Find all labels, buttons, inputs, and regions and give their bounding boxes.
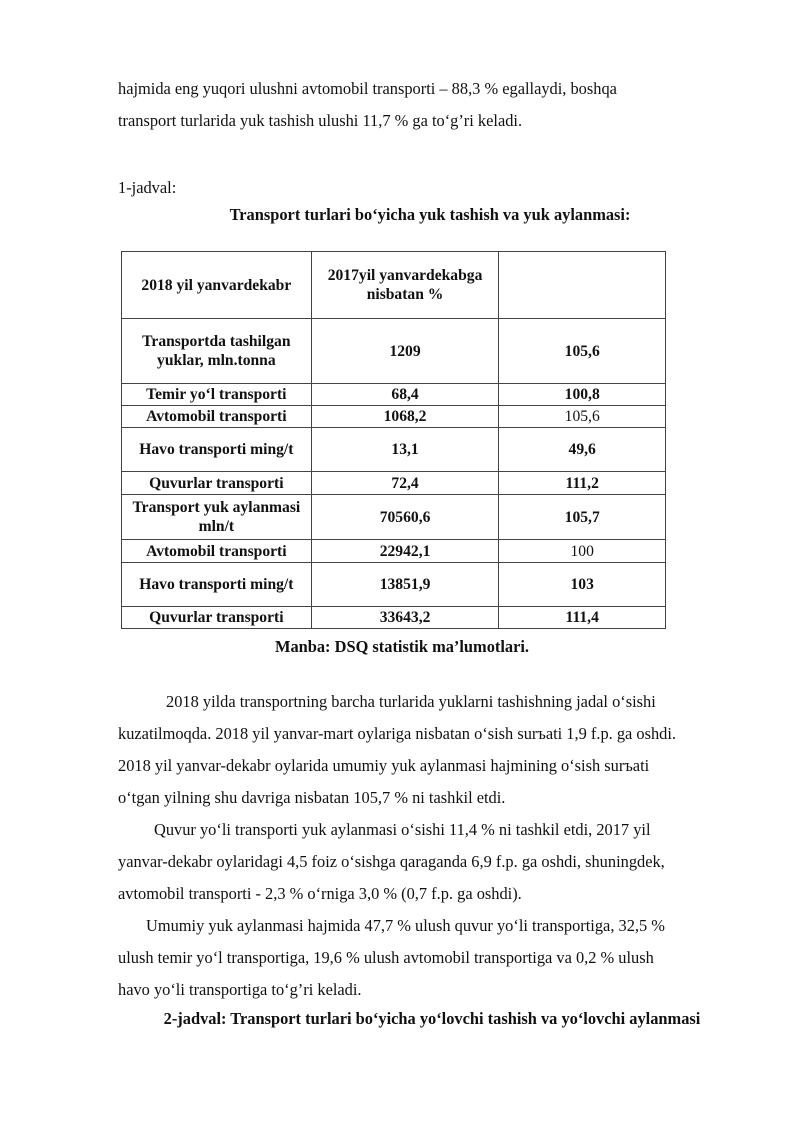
header-cell: 2018 yil yanvardekabr: [122, 252, 312, 319]
table1-title: Transport turlari bo‘yicha yuk tashish va yuk aylanmasi:: [229, 205, 631, 224]
para2-line-2: yanvar-dekabr oylaridagi 4,5 foiz o‘sishga qaraganda 6,9 f.p. ga oshdi, shuningdek,: [118, 852, 665, 871]
row-name: Quvurlar transporti: [122, 472, 312, 495]
para3-line-2: ulush temir yo‘l transportiga, 19,6 % ulush avtomobil transportiga va 0,2 % ulush: [118, 948, 654, 967]
row-percent: 111,2: [499, 472, 666, 495]
row-value: 13,1: [311, 428, 499, 472]
row-value: 13851,9: [311, 563, 499, 607]
para1-line-1: 2018 yilda transportning barcha turlarida yuklarni tashishning jadal o‘sishi: [166, 692, 656, 711]
intro-line-1: hajmida eng yuqori ulushni avtomobil transporti – 88,3 % egallaydi, boshqa: [118, 79, 617, 98]
table-row: [122, 319, 666, 384]
row-name: Avtomobil transporti: [122, 540, 312, 563]
table-row: [122, 495, 666, 540]
table-row: [122, 563, 666, 607]
row-value: 1209: [311, 319, 499, 384]
row-percent: 111,4: [499, 607, 666, 629]
row-name: Havo transporti ming/t: [122, 428, 312, 472]
row-value: 68,4: [311, 384, 499, 406]
row-percent: 100: [499, 540, 666, 563]
row-percent: 105,6: [499, 406, 666, 428]
row-percent: 105,6: [499, 319, 666, 384]
para3-line-1: Umumiy yuk aylanmasi hajmida 47,7 % ulush quvur yo‘li transportiga, 32,5 %: [146, 916, 665, 935]
row-value: 70560,6: [311, 495, 499, 540]
row-name: Avtomobil transporti: [122, 406, 312, 428]
row-percent: 103: [499, 563, 666, 607]
table-header-row: [122, 252, 666, 319]
para1-line-4: o‘tgan yilning shu davriga nisbatan 105,7 % ni tashkil etdi.: [118, 788, 506, 807]
row-name: Transportda tashilgan yuklar, mln.tonna: [122, 319, 312, 384]
table-row: [122, 428, 666, 472]
table-row: [122, 384, 666, 406]
table1-source: Manba: DSQ statistik ma’lumotlari.: [274, 637, 530, 656]
table-row: [122, 540, 666, 563]
row-value: 33643,2: [311, 607, 499, 629]
table-row: [122, 607, 666, 629]
table-row: [122, 472, 666, 495]
para2-line-1: Quvur yo‘li transporti yuk aylanmasi o‘sishi 11,4 % ni tashkil etdi, 2017 yil: [154, 820, 651, 839]
row-percent: 105,7: [499, 495, 666, 540]
freight-table: [121, 251, 666, 629]
table1-label: 1-jadval:: [118, 178, 177, 197]
para1-line-2: kuzatilmoqda. 2018 yil yanvar-mart oylariga nisbatan o‘sish surъati 1,9 f.p. ga oshdi.: [118, 724, 677, 743]
row-name: Havo transporti ming/t: [122, 563, 312, 607]
para1-line-3: 2018 yil yanvar-dekabr oylarida umumiy yuk aylanmasi hajmining o‘sish surъati: [118, 756, 650, 775]
row-name: Temir yo‘l transporti: [122, 384, 312, 406]
para2-line-3: avtomobil transporti - 2,3 % o‘rniga 3,0 % (0,7 f.p. ga oshdi).: [118, 884, 522, 903]
header-cell: 2017yil yanvardekabga nisbatan %: [311, 252, 499, 319]
row-value: 1068,2: [311, 406, 499, 428]
row-percent: 49,6: [499, 428, 666, 472]
row-value: 72,4: [311, 472, 499, 495]
intro-line-2: transport turlarida yuk tashish ulushi 11,7 % ga to‘g’ri keladi.: [118, 111, 523, 130]
row-name: Transport yuk aylanmasi mln/t: [122, 495, 312, 540]
table-row: [122, 406, 666, 428]
header-cell: [499, 252, 666, 319]
row-percent: 100,8: [499, 384, 666, 406]
row-name: Quvurlar transporti: [122, 607, 312, 629]
para3-line-3: havo yo‘li transportiga to‘g’ri keladi.: [118, 980, 362, 999]
table2-title: 2-jadval: Transport turlari bo‘yicha yo‘lovchi tashish va yo‘lovchi aylanmasi: [163, 1009, 701, 1028]
row-value: 22942,1: [311, 540, 499, 563]
